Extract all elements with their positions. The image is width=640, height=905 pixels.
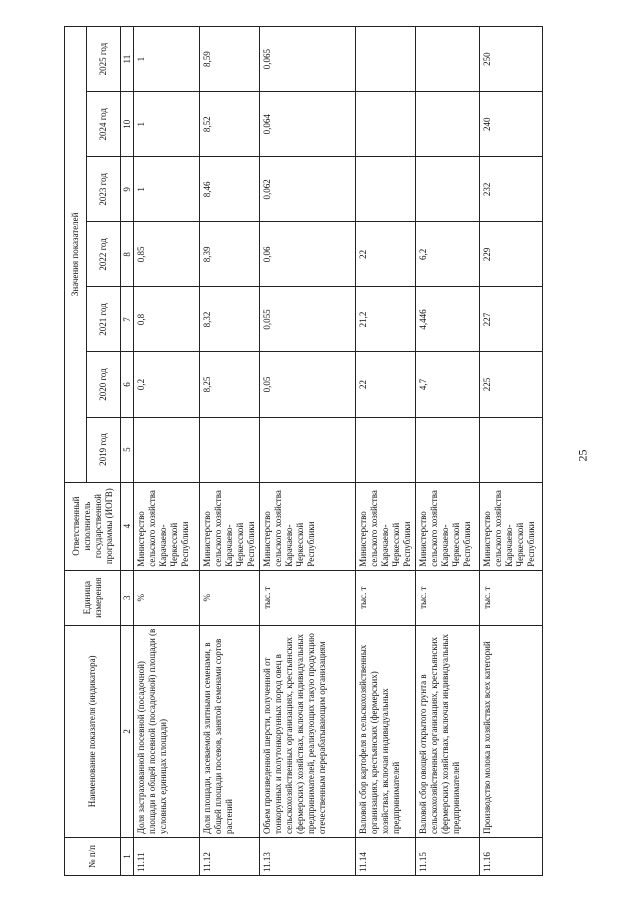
value-cell: 8,59 — [200, 27, 260, 92]
header-year: 2024 год — [87, 92, 121, 157]
value-cell: 227 — [480, 287, 543, 352]
indicator-name: Доля площади, засеваемой элитными семенами, в общей площади посевов, занятой семенами сортов растений — [200, 625, 260, 837]
column-number: 9 — [121, 157, 134, 222]
row-number: 11.14 — [356, 837, 416, 875]
value-cell: 4,7 — [416, 352, 480, 417]
header-name: Наименование показателя (индикатора) — [65, 625, 121, 837]
value-cell: 229 — [480, 222, 543, 287]
value-cell: 0,065 — [260, 27, 356, 92]
unit-cell: % — [200, 570, 260, 625]
value-cell — [356, 27, 416, 92]
row-number: 11.13 — [260, 837, 356, 875]
row-number: 11.15 — [416, 837, 480, 875]
value-cell — [416, 92, 480, 157]
column-number-row — [121, 27, 134, 876]
value-cell — [356, 157, 416, 222]
header-executor: Ответственный исполнитель государственной программы (ИОГВ) — [65, 482, 121, 570]
unit-cell: тыс. т — [480, 570, 543, 625]
value-cell: 0,06 — [260, 222, 356, 287]
header-year: 2020 год — [87, 352, 121, 417]
indicators-table — [64, 26, 543, 876]
rotated-table-container — [64, 26, 540, 876]
header-year: 2023 год — [87, 157, 121, 222]
value-cell: 8,25 — [200, 352, 260, 417]
executor-cell: Министерство сельского хозяйства Карачаево-Черкесской Республики — [356, 482, 416, 570]
executor-cell: Министерство сельского хозяйства Карачаево-Черкесской Республики — [260, 482, 356, 570]
value-cell: 0,064 — [260, 92, 356, 157]
indicator-name: Валовой сбор овощей открытого грунта в сельскохозяйственных организациях, крестьянских (фермерских) хозяйствах, включая индивидуальных предпринимателей — [416, 625, 480, 837]
header-year: 2025 год — [87, 27, 121, 92]
column-number: 8 — [121, 222, 134, 287]
column-number: 5 — [121, 417, 134, 482]
header-year: 2022 год — [87, 222, 121, 287]
unit-cell: тыс. т — [356, 570, 416, 625]
column-number: 2 — [121, 625, 134, 837]
table-row — [260, 27, 356, 876]
row-number: 11.12 — [200, 837, 260, 875]
table-row — [416, 27, 480, 876]
column-number: 11 — [121, 27, 134, 92]
value-cell — [260, 417, 356, 482]
value-cell — [416, 157, 480, 222]
value-cell: 0,062 — [260, 157, 356, 222]
value-cell: 0,2 — [134, 352, 200, 417]
table-row — [480, 27, 543, 876]
executor-cell: Министерство сельского хозяйства Карачаево-Черкесской Республики — [134, 482, 200, 570]
value-cell: 4,446 — [416, 287, 480, 352]
value-cell: 1 — [134, 157, 200, 222]
table-row — [200, 27, 260, 876]
column-number: 7 — [121, 287, 134, 352]
value-cell: 1 — [134, 27, 200, 92]
value-cell: 8,39 — [200, 222, 260, 287]
value-cell: 0,8 — [134, 287, 200, 352]
value-cell — [356, 417, 416, 482]
value-cell: 22 — [356, 222, 416, 287]
indicator-name: Производство молока в хозяйствах всех категорий — [480, 625, 543, 837]
value-cell: 0,055 — [260, 287, 356, 352]
value-cell: 250 — [480, 27, 543, 92]
value-cell — [356, 92, 416, 157]
header-unit: Единица измерения — [65, 570, 121, 625]
unit-cell: % — [134, 570, 200, 625]
table-row — [356, 27, 416, 876]
value-cell — [416, 27, 480, 92]
value-cell: 8,46 — [200, 157, 260, 222]
value-cell: 6,2 — [416, 222, 480, 287]
indicator-name: Доля застрахованной посевной (посадочной) площади в общей посевной (посадочной) площади (в условных единицах площади) — [134, 625, 200, 837]
indicator-name: Валовой сбор картофеля в сельскохозяйственных организациях, крестьянских (фермерских) хозяйствах, включая индивидуальных предпринимателей — [356, 625, 416, 837]
value-cell: 232 — [480, 157, 543, 222]
column-number: 1 — [121, 837, 134, 875]
value-cell: 22 — [356, 352, 416, 417]
executor-cell: Министерство сельского хозяйства Карачаево-Черкесской Республики — [480, 482, 543, 570]
value-cell: 240 — [480, 92, 543, 157]
row-number: 11.11 — [134, 837, 200, 875]
executor-cell: Министерство сельского хозяйства Карачаево-Черкесской Республики — [200, 482, 260, 570]
unit-cell: тыс. т — [416, 570, 480, 625]
value-cell — [416, 417, 480, 482]
row-number: 11.16 — [480, 837, 543, 875]
value-cell — [134, 417, 200, 482]
page-number: 25 — [575, 449, 590, 462]
unit-cell: тыс. т — [260, 570, 356, 625]
header-year: 2019 год — [87, 417, 121, 482]
table-row — [134, 27, 200, 876]
header-no: № п/п — [65, 837, 121, 875]
header-values-group: Значения показателей — [65, 27, 87, 483]
indicator-name: Объем произведенной шерсти, полученной от тонкорунных и полутонкорунных пород овец в сельскохозяйственных организациях, крестьянских (фермерских) хозяйствах, включая индивидуальных предпринимателей, реализующих такую продукцию отечественным перерабатывающим организациям — [260, 625, 356, 837]
value-cell: 225 — [480, 352, 543, 417]
column-number: 4 — [121, 482, 134, 570]
value-cell — [480, 417, 543, 482]
value-cell: 8,52 — [200, 92, 260, 157]
value-cell — [200, 417, 260, 482]
column-number: 10 — [121, 92, 134, 157]
column-number: 6 — [121, 352, 134, 417]
executor-cell: Министерство сельского хозяйства Карачаево-Черкесской Республики — [416, 482, 480, 570]
value-cell: 0,85 — [134, 222, 200, 287]
value-cell: 1 — [134, 92, 200, 157]
value-cell: 8,32 — [200, 287, 260, 352]
column-number: 3 — [121, 570, 134, 625]
value-cell: 21,2 — [356, 287, 416, 352]
header-year: 2021 год — [87, 287, 121, 352]
value-cell: 0,05 — [260, 352, 356, 417]
